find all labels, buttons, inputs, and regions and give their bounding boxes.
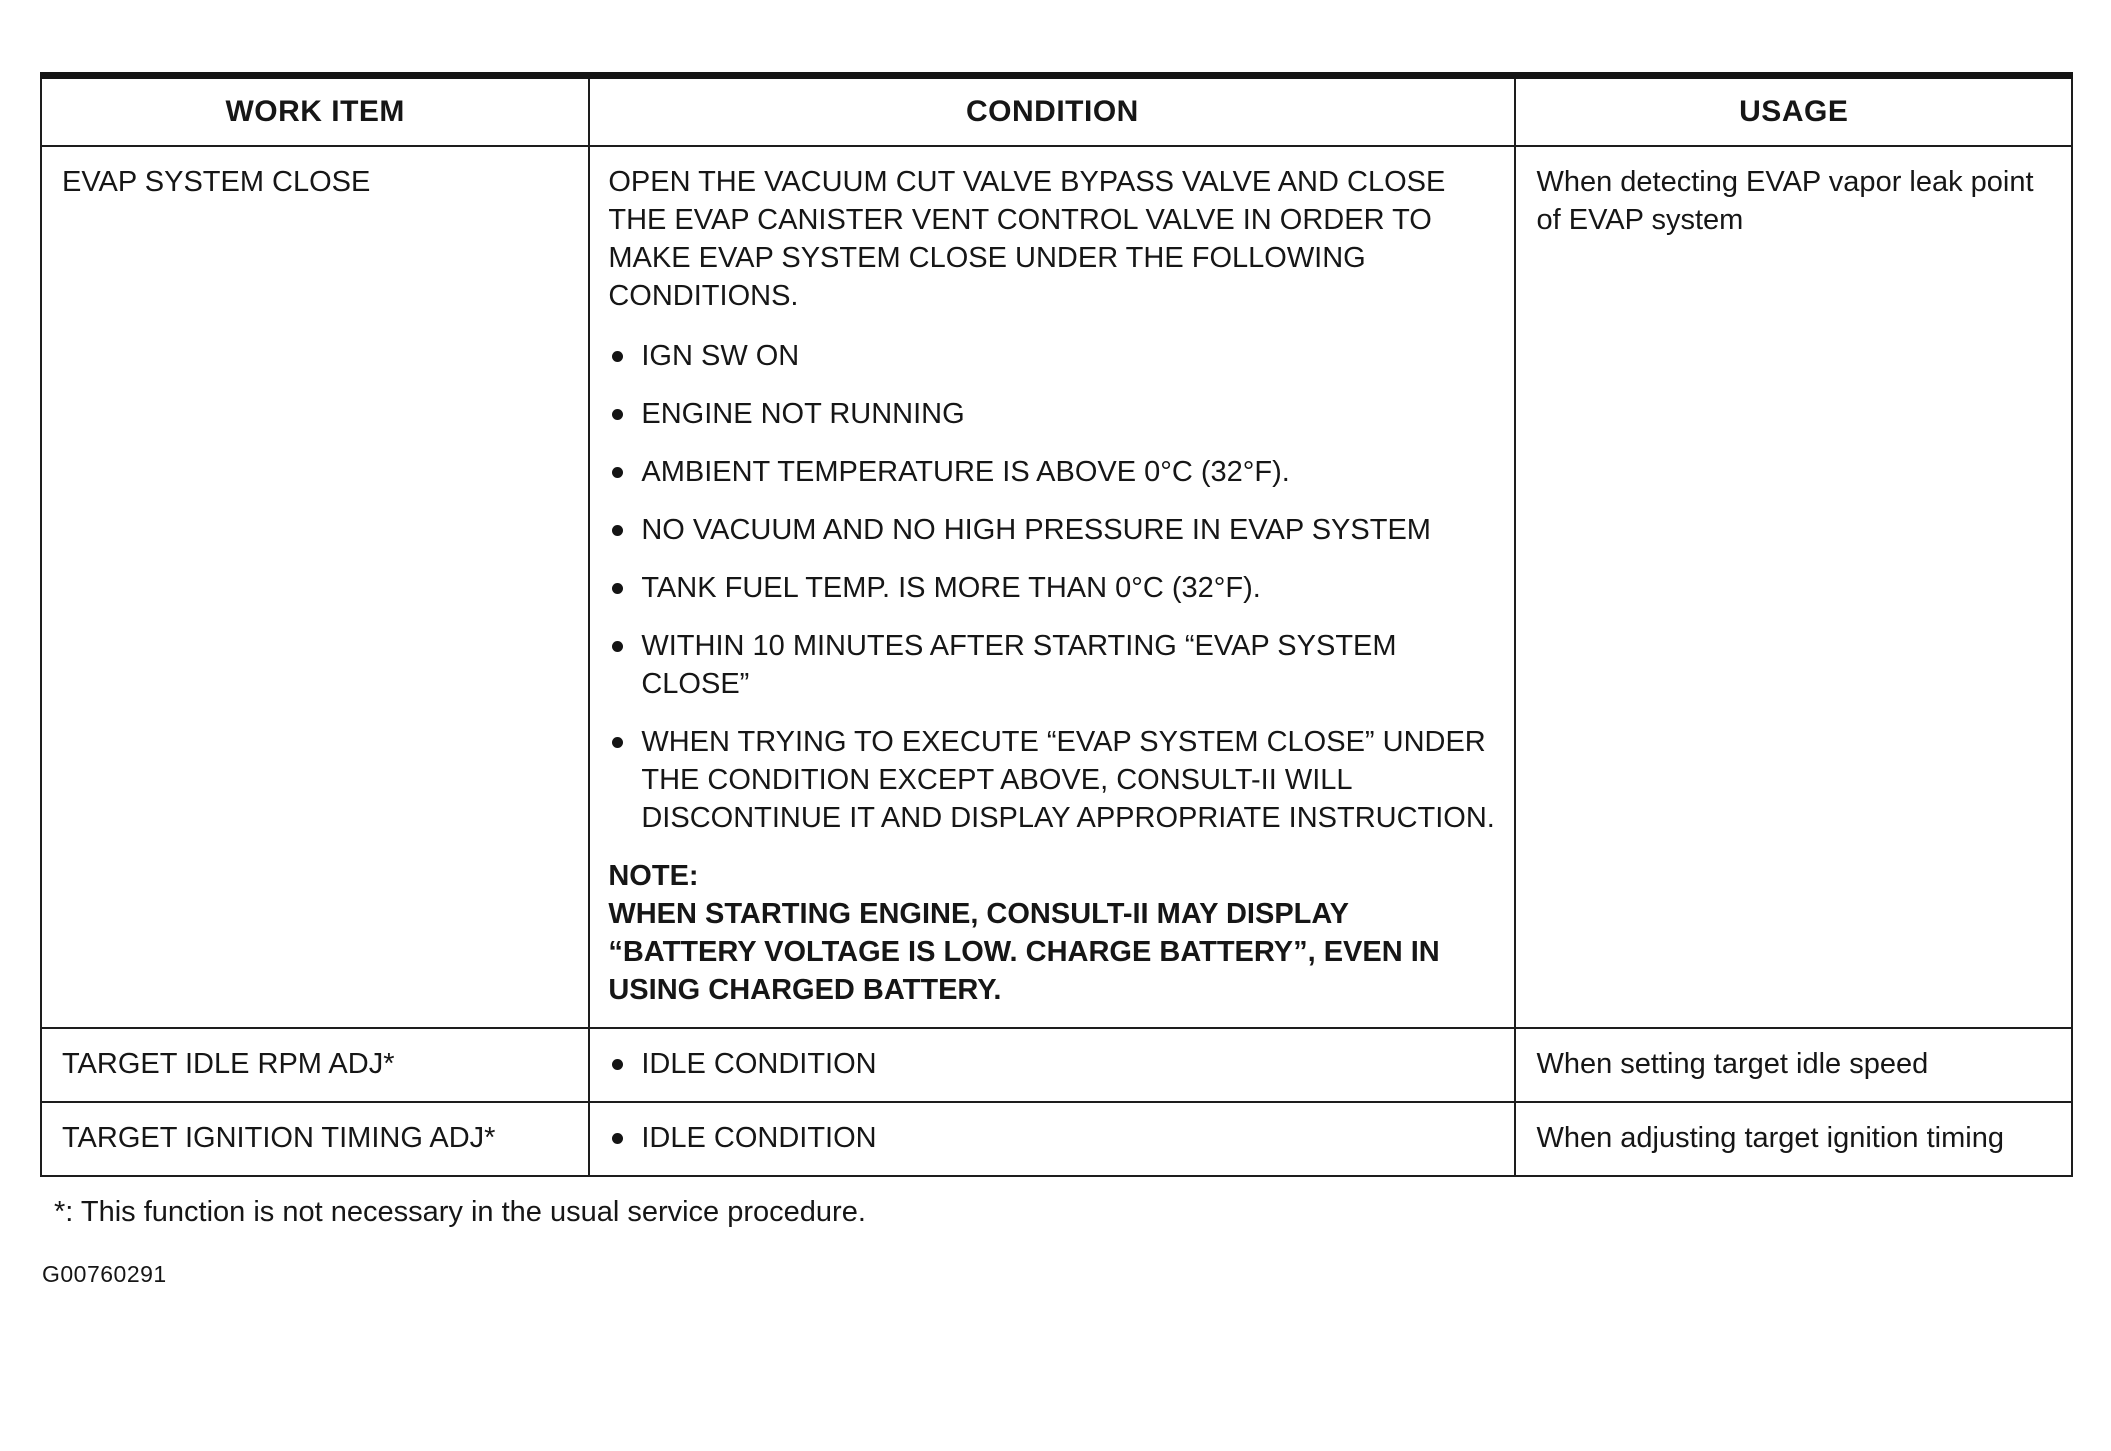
work-item-cell: TARGET IGNITION TIMING ADJ*	[41, 1102, 589, 1176]
bullet-icon	[612, 641, 623, 652]
work-item-cell: EVAP SYSTEM CLOSE	[41, 146, 589, 1028]
table-row	[41, 1028, 2072, 1102]
bullet-list-item	[608, 569, 1498, 607]
condition-intro: OPEN THE VACUUM CUT VALVE BYPASS VALVE AND CLOSE THE EVAP CANISTER VENT CONTROL VALVE IN ORDER TO MAKE EVAP SYSTEM CLOSE UNDER THE FOLLOWING CONDITIONS.	[608, 166, 1446, 312]
bullet-text: IGN SW ON	[641, 340, 800, 372]
bullet-icon	[612, 525, 623, 536]
bullet-list-item	[608, 1045, 1498, 1083]
bullet-list-item	[608, 1119, 1498, 1157]
bullet-text: IDLE CONDITION	[641, 1122, 877, 1154]
bullet-icon	[612, 409, 623, 420]
usage-cell: When setting target idle speed	[1515, 1028, 2072, 1102]
bullet-text: WHEN TRYING TO EXECUTE “EVAP SYSTEM CLOSE” UNDER THE CONDITION EXCEPT ABOVE, CONSULT-II WILL DISCONTINUE IT AND DISPLAY APPROPRIATE INSTRUCTION.	[641, 726, 1495, 834]
note-block	[608, 857, 1498, 1009]
bullet-icon	[612, 737, 623, 748]
bullet-text: WITHIN 10 MINUTES AFTER STARTING “EVAP SYSTEM CLOSE”	[641, 630, 1397, 700]
spec-table	[40, 72, 2073, 1177]
condition-cell	[589, 1102, 1515, 1176]
header-row	[41, 76, 2072, 147]
column-header-usage: USAGE	[1515, 76, 2072, 147]
condition-cell	[589, 146, 1515, 1028]
column-header-work-item: WORK ITEM	[41, 76, 589, 147]
footnote: *: This function is not necessary in the usual service procedure.	[54, 1196, 866, 1228]
bullet-list-item	[608, 337, 1498, 375]
usage-cell: When detecting EVAP vapor leak point of EVAP system	[1515, 146, 2072, 1028]
note-label: NOTE:	[608, 860, 699, 892]
bullet-icon	[612, 467, 623, 478]
usage-cell: When adjusting target ignition timing	[1515, 1102, 2072, 1176]
column-header-condition: CONDITION	[589, 76, 1515, 147]
bullet-icon	[612, 583, 623, 594]
work-item-cell: TARGET IDLE RPM ADJ*	[41, 1028, 589, 1102]
bullet-text: IDLE CONDITION	[641, 1048, 877, 1080]
bullet-icon	[612, 351, 623, 362]
bullet-list-item	[608, 395, 1498, 433]
figure-id: G00760291	[42, 1261, 167, 1287]
bullet-list-item	[608, 723, 1498, 837]
bullet-text: AMBIENT TEMPERATURE IS ABOVE 0°C (32°F).	[641, 456, 1290, 488]
bullet-text: TANK FUEL TEMP. IS MORE THAN 0°C (32°F).	[641, 572, 1261, 604]
note-text: WHEN STARTING ENGINE, CONSULT-II MAY DISPLAY “BATTERY VOLTAGE IS LOW. CHARGE BATTERY”, EVEN IN USING CHARGED BATTERY.	[608, 898, 1440, 1006]
bullet-text: NO VACUUM AND NO HIGH PRESSURE IN EVAP SYSTEM	[641, 514, 1431, 546]
bullet-list-item	[608, 511, 1498, 549]
table-row	[41, 146, 2072, 1028]
bullet-list-item	[608, 453, 1498, 491]
table-row	[41, 1102, 2072, 1176]
condition-cell	[589, 1028, 1515, 1102]
bullet-list-item	[608, 627, 1498, 703]
bullet-icon	[612, 1059, 623, 1070]
bullet-text: ENGINE NOT RUNNING	[641, 398, 965, 430]
bullet-icon	[612, 1133, 623, 1144]
